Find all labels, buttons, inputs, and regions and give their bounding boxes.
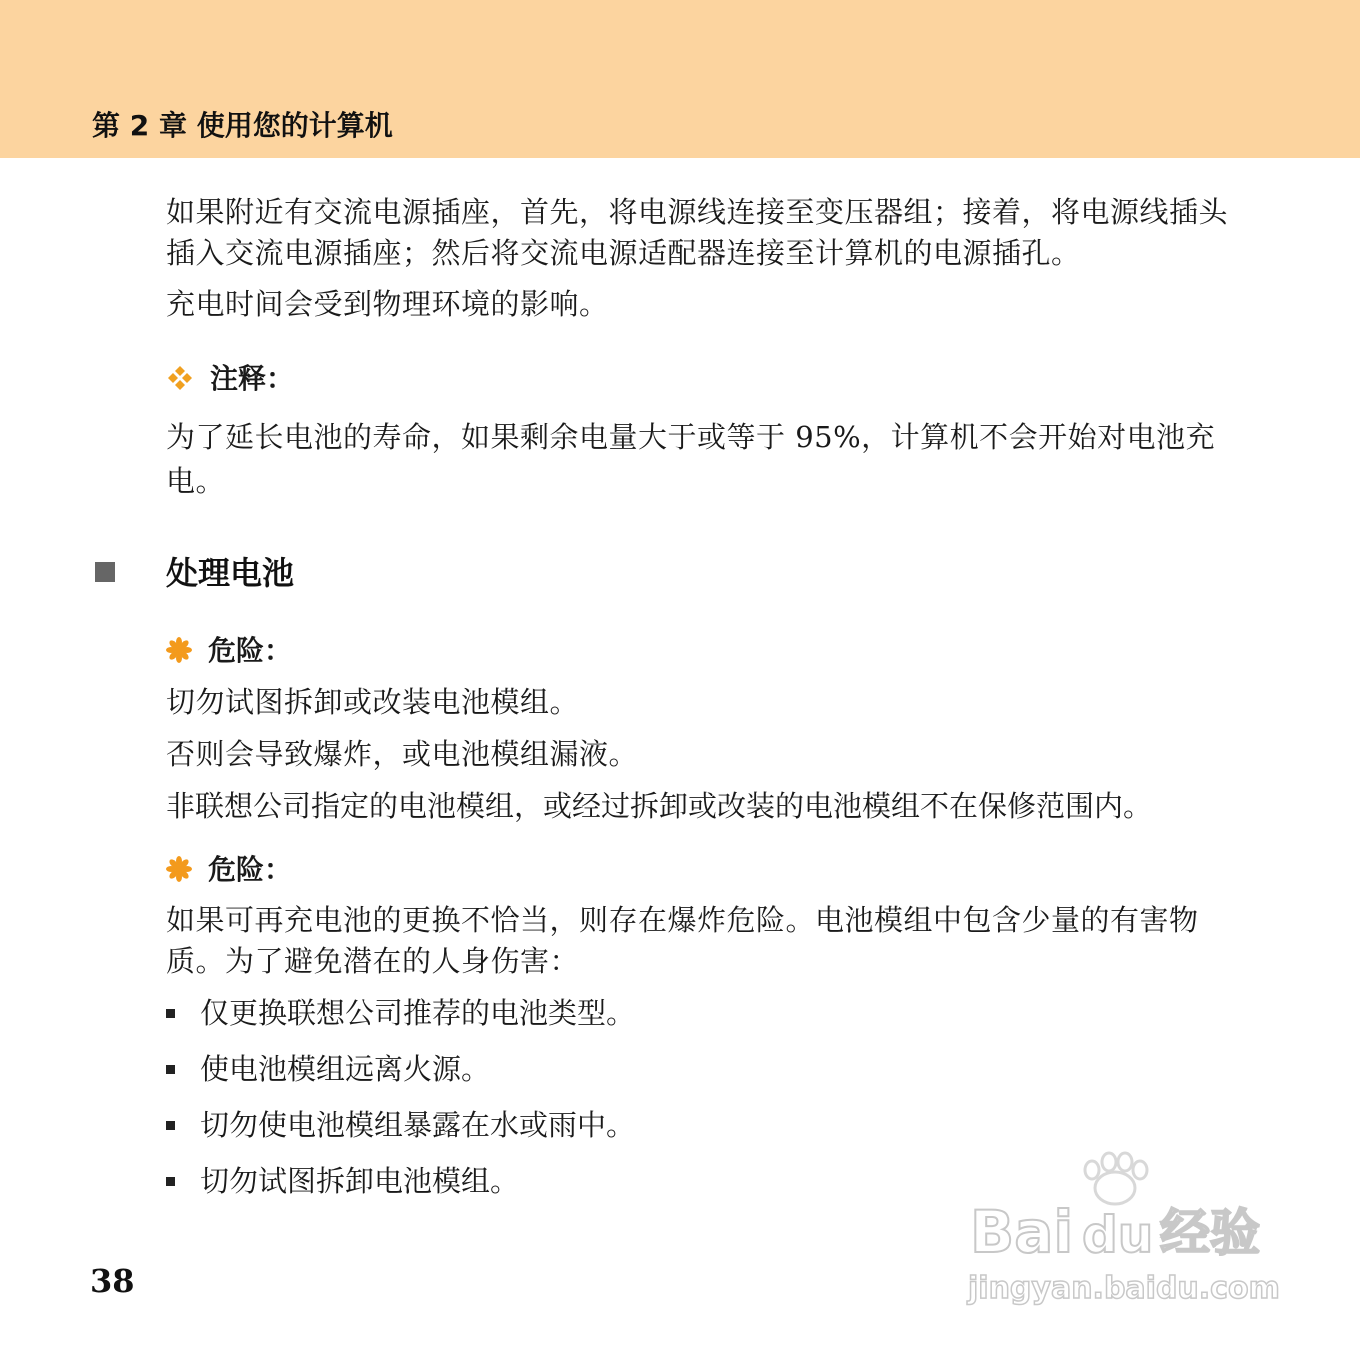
svg-text:jingyan.baidu.com: jingyan.baidu.com bbox=[968, 1271, 1280, 1306]
section-title: 处理电池 bbox=[166, 554, 295, 592]
danger-heading-2 bbox=[166, 853, 292, 887]
page-number: 38 bbox=[90, 1262, 135, 1300]
note-heading-label: 注释： bbox=[210, 362, 295, 395]
baidu-jingyan-watermark-logo bbox=[962, 1150, 1282, 1310]
svg-text:经验: 经验 bbox=[1160, 1204, 1260, 1262]
intro-paragraph-1: 如果附近有交流电源插座，首先，将电源线连接至变压器组；接着，将电源线插头插入交流电源插座；然后将交流电源适配器连接至计算机的电源插孔。 bbox=[166, 195, 1229, 270]
svg-text:Bai: Bai bbox=[970, 1198, 1074, 1266]
danger-heading-1 bbox=[166, 634, 292, 668]
note-body: 为了延长电池的寿命，如果剩余电量大于或等于 95%，计算机不会开始对电池充电。 bbox=[166, 420, 1216, 498]
chapter-title: 第 2 章 使用您的计算机 bbox=[92, 109, 393, 142]
danger1-line-2: 否则会导致爆炸，或电池模组漏液。 bbox=[166, 737, 639, 771]
svg-text:du: du bbox=[1082, 1206, 1154, 1264]
danger1-line-1: 切勿试图拆卸或改装电池模组。 bbox=[166, 685, 580, 719]
danger-heading-1-label: 危险： bbox=[208, 634, 293, 667]
bullet-icon bbox=[166, 1121, 175, 1130]
bullet-icon bbox=[166, 1177, 175, 1186]
danger1-line-3: 非联想公司指定的电池模组，或经过拆卸或改装的电池模组不在保修范围内。 bbox=[166, 789, 1153, 823]
bullet-icon bbox=[166, 1065, 175, 1074]
intro-paragraph-2: 充电时间会受到物理环境的影响。 bbox=[166, 287, 609, 321]
bullet-icon bbox=[166, 1009, 175, 1018]
diamond-cluster-icon bbox=[166, 364, 194, 392]
danger2-body: 如果可再充电池的更换不恰当，则存在爆炸危险。电池模组中包含少量的有害物质。为了避免潜在的人身伤害： bbox=[166, 903, 1199, 978]
asterisk-flower-icon bbox=[166, 637, 192, 663]
danger-heading-2-label: 危险： bbox=[208, 853, 293, 886]
section-square-marker bbox=[95, 562, 115, 582]
asterisk-flower-icon bbox=[166, 856, 192, 882]
note-heading bbox=[166, 362, 294, 396]
